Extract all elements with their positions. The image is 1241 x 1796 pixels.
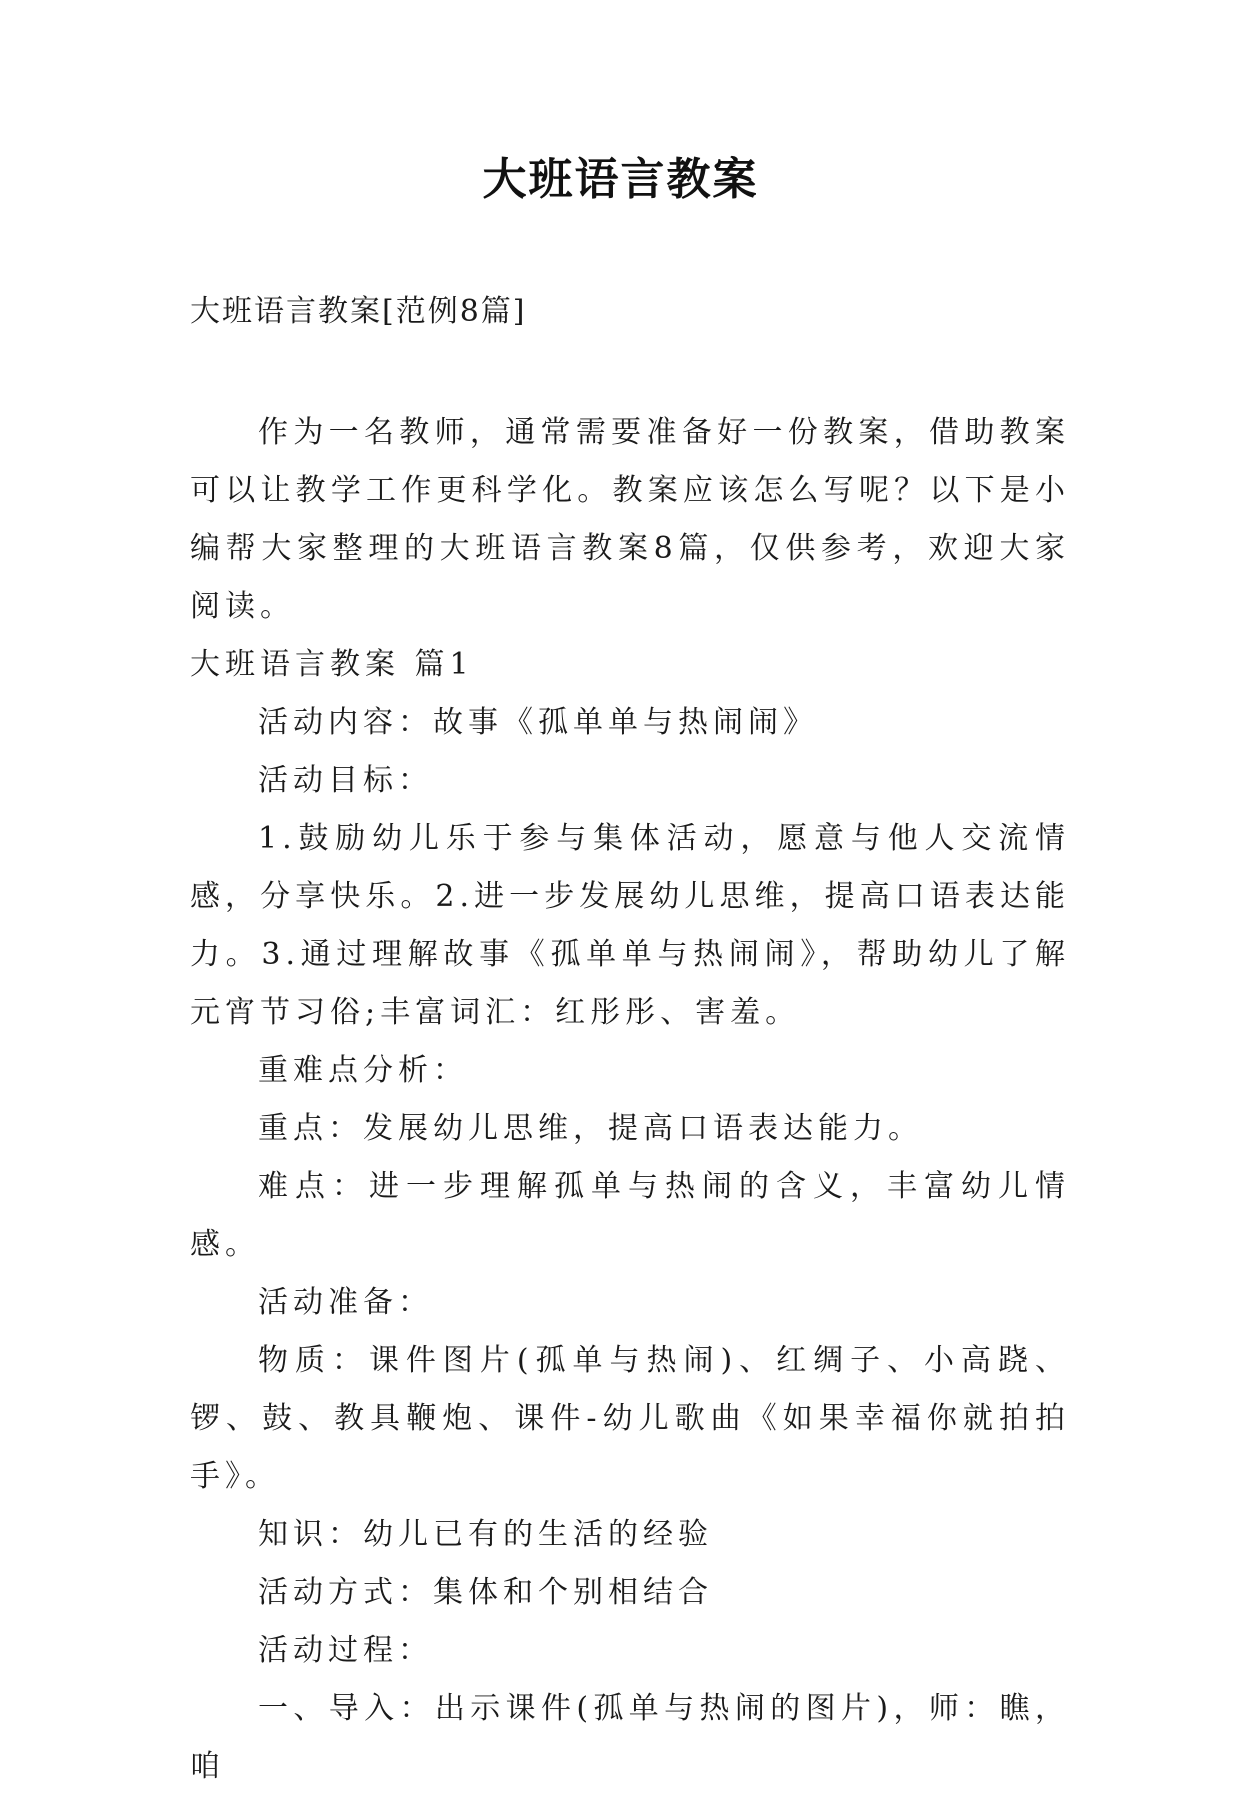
document-title: 大班语言教案 [482,154,759,205]
activity-process-heading: 活动过程： [258,1633,433,1668]
document-subtitle: 大班语言教案[范例8篇] [190,294,527,329]
activity-goals-heading: 活动目标： [258,763,433,798]
preparation-knowledge: 知识：幼儿已有的生活的经验 [258,1517,713,1552]
preparation-heading: 活动准备： [258,1285,433,1320]
activity-method: 活动方式：集体和个别相结合 [258,1575,713,1610]
key-point-focus: 重点：发展幼儿思维，提高口语表达能力。 [258,1111,923,1146]
preparation-materials: 物质：课件图片(孤单与热闹)、红绸子、小高跷、锣、鼓、教具鞭炮、课件-幼儿歌曲《如果幸福你就拍拍手》。 [190,1343,1070,1494]
intro-paragraph: 作为一名教师，通常需要准备好一份教案，借助教案可以让教学工作更科学化。教案应该怎么写呢？以下是小编帮大家整理的大班语言教案8篇，仅供参考，欢迎大家阅读。 [190,415,1070,624]
activity-goals-list: 1.鼓励幼儿乐于参与集体活动，愿意与他人交流情感，分享快乐。2.进一步发展幼儿思维，提高口语表达能力。3.通过理解故事《孤单单与热闹闹》，帮助幼儿了解元宵节习俗;丰富词汇：红彤彤、害羞。 [190,821,1070,1030]
key-point-difficulty: 难点：进一步理解孤单与热闹的含义，丰富幼儿情感。 [190,1169,1070,1262]
activity-content: 活动内容：故事《孤单单与热闹闹》 [258,705,818,740]
section-heading: 大班语言教案 篇1 [190,647,474,682]
activity-process-step-1: 一、导入：出示课件(孤单与热闹的图片)，师：瞧，咱 [190,1691,1070,1784]
key-points-heading: 重难点分析： [258,1053,468,1088]
document-body [190,404,1070,1796]
